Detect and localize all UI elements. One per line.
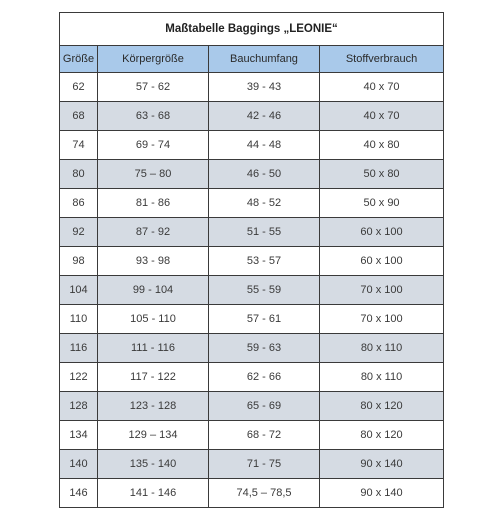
cell-stoffverbrauch: 40 x 70 [320,102,444,131]
cell-groesse: 86 [60,189,98,218]
cell-groesse: 134 [60,421,98,450]
cell-stoffverbrauch: 40 x 80 [320,131,444,160]
header-koerpergroesse: Körpergröße [98,46,209,73]
cell-groesse: 74 [60,131,98,160]
header-stoffverbrauch: Stoffverbrauch [320,46,444,73]
cell-koerpergroesse: 135 - 140 [98,450,209,479]
cell-groesse: 146 [60,479,98,508]
cell-stoffverbrauch: 70 x 100 [320,305,444,334]
table-body [60,73,444,508]
table-row [60,102,444,131]
cell-groesse: 122 [60,363,98,392]
size-table [59,12,444,508]
header-row [60,46,444,73]
size-chart [59,12,443,508]
cell-koerpergroesse: 69 - 74 [98,131,209,160]
cell-bauchumfang: 57 - 61 [209,305,320,334]
cell-groesse: 80 [60,160,98,189]
cell-stoffverbrauch: 90 x 140 [320,479,444,508]
cell-stoffverbrauch: 90 x 140 [320,450,444,479]
table-row [60,334,444,363]
cell-groesse: 68 [60,102,98,131]
table-row [60,276,444,305]
table-row [60,160,444,189]
cell-bauchumfang: 55 - 59 [209,276,320,305]
table-row [60,131,444,160]
cell-groesse: 116 [60,334,98,363]
cell-bauchumfang: 62 - 66 [209,363,320,392]
cell-stoffverbrauch: 50 x 90 [320,189,444,218]
table-row [60,305,444,334]
header-groesse: Größe [60,46,98,73]
cell-bauchumfang: 65 - 69 [209,392,320,421]
table-row [60,73,444,102]
table-row [60,392,444,421]
table-row [60,450,444,479]
cell-groesse: 128 [60,392,98,421]
cell-bauchumfang: 59 - 63 [209,334,320,363]
table-title: Maßtabelle Baggings „LEONIE“ [60,13,444,46]
cell-koerpergroesse: 75 – 80 [98,160,209,189]
cell-bauchumfang: 71 - 75 [209,450,320,479]
table-row [60,218,444,247]
cell-stoffverbrauch: 80 x 120 [320,421,444,450]
cell-stoffverbrauch: 80 x 110 [320,334,444,363]
cell-bauchumfang: 42 - 46 [209,102,320,131]
cell-koerpergroesse: 141 - 146 [98,479,209,508]
cell-stoffverbrauch: 60 x 100 [320,247,444,276]
cell-groesse: 98 [60,247,98,276]
cell-bauchumfang: 51 - 55 [209,218,320,247]
cell-groesse: 62 [60,73,98,102]
cell-stoffverbrauch: 70 x 100 [320,276,444,305]
cell-stoffverbrauch: 40 x 70 [320,73,444,102]
table-row [60,479,444,508]
cell-koerpergroesse: 129 – 134 [98,421,209,450]
cell-bauchumfang: 48 - 52 [209,189,320,218]
header-bauchumfang: Bauchumfang [209,46,320,73]
cell-koerpergroesse: 99 - 104 [98,276,209,305]
table-row [60,189,444,218]
cell-bauchumfang: 68 - 72 [209,421,320,450]
table-row [60,421,444,450]
cell-bauchumfang: 74,5 – 78,5 [209,479,320,508]
table-row [60,247,444,276]
cell-koerpergroesse: 105 - 110 [98,305,209,334]
cell-groesse: 110 [60,305,98,334]
cell-stoffverbrauch: 80 x 110 [320,363,444,392]
cell-bauchumfang: 46 - 50 [209,160,320,189]
cell-koerpergroesse: 57 - 62 [98,73,209,102]
cell-koerpergroesse: 87 - 92 [98,218,209,247]
cell-bauchumfang: 44 - 48 [209,131,320,160]
cell-koerpergroesse: 81 - 86 [98,189,209,218]
cell-groesse: 140 [60,450,98,479]
cell-groesse: 104 [60,276,98,305]
cell-stoffverbrauch: 80 x 120 [320,392,444,421]
cell-koerpergroesse: 63 - 68 [98,102,209,131]
cell-koerpergroesse: 93 - 98 [98,247,209,276]
cell-stoffverbrauch: 50 x 80 [320,160,444,189]
cell-koerpergroesse: 123 - 128 [98,392,209,421]
cell-stoffverbrauch: 60 x 100 [320,218,444,247]
cell-koerpergroesse: 111 - 116 [98,334,209,363]
table-row [60,363,444,392]
cell-bauchumfang: 53 - 57 [209,247,320,276]
cell-koerpergroesse: 117 - 122 [98,363,209,392]
cell-bauchumfang: 39 - 43 [209,73,320,102]
cell-groesse: 92 [60,218,98,247]
